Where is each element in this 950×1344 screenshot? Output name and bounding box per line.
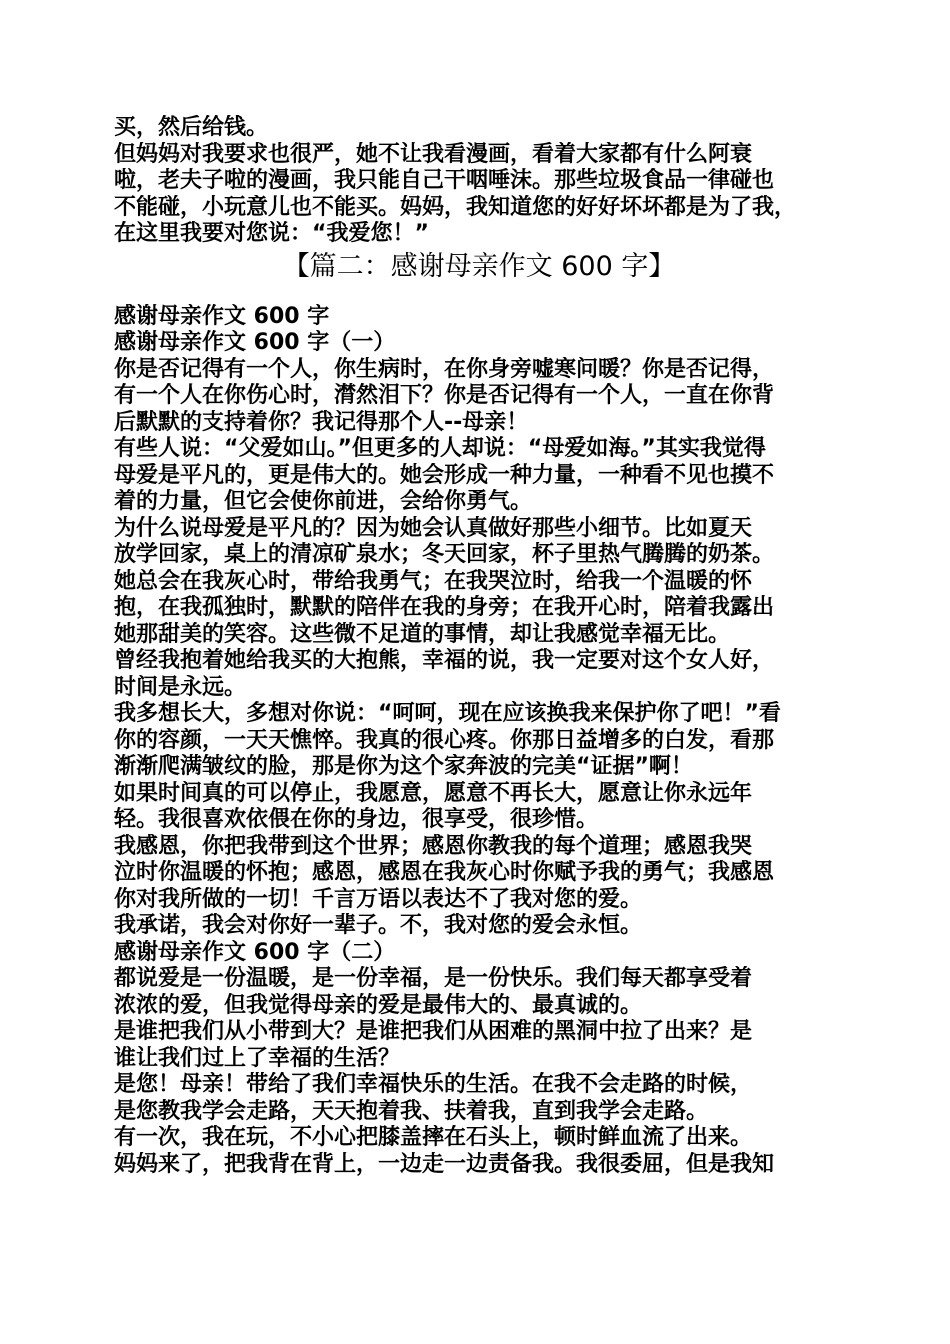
text-line: 曾经我抱着她给我买的大抱熊，幸福的说，我一定要对这个女人好， xyxy=(114,648,775,673)
text-line: 感谢母亲作文 600 字（一） xyxy=(114,330,396,355)
text-line: 母爱是平凡的，更是伟大的。她会形成一种力量，一种看不见也摸不 xyxy=(114,462,775,488)
text-line: 后默默的支持着你？我记得那个人--母亲！ xyxy=(114,409,529,435)
text-line: 轻。我很喜欢依偎在你的身边，很享受，很珍惜。 xyxy=(114,807,599,832)
text-line: 泣时你温暖的怀抱；感恩，感恩在我灰心时你赋予我的勇气；我感恩 xyxy=(114,860,775,885)
text-line: 有一个人在你伤心时，潸然泪下？你是否记得有一个人，一直在你背 xyxy=(114,383,775,408)
text-line: 抱，在我孤独时，默默的陪伴在我的身旁；在我开心时，陪着我露出 xyxy=(114,595,775,620)
text-line: 妈妈来了，把我背在背上，一边走一边责备我。我很委屈，但是我知 xyxy=(114,1151,775,1177)
text-line: 她那甜美的笑容。这些微不足道的事情，却让我感觉幸福无比。 xyxy=(114,621,731,647)
paragraph-block-body xyxy=(114,304,844,1179)
paragraph-block-top xyxy=(114,115,844,248)
text-line: 我感恩，你把我带到这个世界；感恩你教我的每个道理；感恩我哭 xyxy=(114,833,753,859)
text-line: 如果时间真的可以停止，我愿意，愿意不再长大，愿意让你永远年 xyxy=(114,780,753,806)
text-line: 买，然后给钱。 xyxy=(114,115,269,140)
text-line: 是您教我学会走路，天天抱着我、扶着我，直到我学会走路。 xyxy=(114,1098,709,1124)
text-line: 我多想长大，多想对你说：“呵呵，现在应该换我来保护你了吧！”看 xyxy=(114,701,781,726)
text-line: 时间是永远。 xyxy=(114,674,247,700)
text-line: 都说爱是一份温暖，是一份幸福，是一份快乐。我们每天都享受着 xyxy=(114,966,753,991)
text-line: 你对我所做的一切！千言万语以表达不了我对您的爱。 xyxy=(114,886,643,912)
text-line: 你的容颜，一天天憔悴。我真的很心疼。你那日益增多的白发，看那 xyxy=(114,727,775,753)
text-line: 感谢母亲作文 600 字 xyxy=(114,303,330,329)
text-line: 是谁把我们从小带到大？是谁把我们从困难的黑洞中拉了出来？是 xyxy=(114,1019,753,1044)
text-line: 啦，老夫子啦的漫画，我只能自己干咽唾沫。那些垃圾食品一律碰也 xyxy=(114,168,775,193)
text-line: 放学回家，桌上的清凉矿泉水；冬天回家，杯子里热气腾腾的奶茶。 xyxy=(114,542,775,567)
text-line: 她总会在我灰心时，带给我勇气；在我哭泣时，给我一个温暖的怀 xyxy=(114,568,753,594)
text-line: 但妈妈对我要求也很严，她不让我看漫画，看着大家都有什么阿衰 xyxy=(114,141,753,167)
text-line: 我承诺，我会对你好一辈子。不，我对您的爱会永恒。 xyxy=(114,913,643,938)
text-line: 不能碰，小玩意儿也不能买。妈妈，我知道您的好好坏坏都是为了我， xyxy=(114,194,797,220)
section-title: 【篇二：感谢母亲作文 600 字】 xyxy=(282,250,676,282)
text-line: 谁让我们过上了幸福的生活？ xyxy=(114,1045,401,1071)
text-line: 有一次，我在玩，不小心把膝盖摔在石头上，顿时鲜血流了出来。 xyxy=(114,1125,753,1150)
text-line: 为什么说母爱是平凡的？因为她会认真做好那些小细节。比如夏天 xyxy=(114,515,753,541)
text-line: 渐渐爬满皱纹的脸，那是你为这个家奔波的完美“证据”啊！ xyxy=(114,754,693,779)
text-line: 着的力量，但它会使你前进，会给你勇气。 xyxy=(114,489,533,514)
text-line: 你是否记得有一个人，你生病时，在你身旁嘘寒问暖？你是否记得， xyxy=(114,356,775,382)
text-line: 有些人说：“父爱如山。”但更多的人却说：“母爱如海。”其实我觉得 xyxy=(114,436,766,461)
text-line: 在这里我要对您说：“我爱您！” xyxy=(114,221,429,246)
text-line: 感谢母亲作文 600 字（二） xyxy=(114,939,396,965)
text-line: 浓浓的爱，但我觉得母亲的爱是最伟大的、最真诚的。 xyxy=(114,992,643,1018)
document-page xyxy=(114,115,844,1178)
text-line: 是您！母亲！带给了我们幸福快乐的生活。在我不会走路的时候， xyxy=(114,1072,753,1097)
